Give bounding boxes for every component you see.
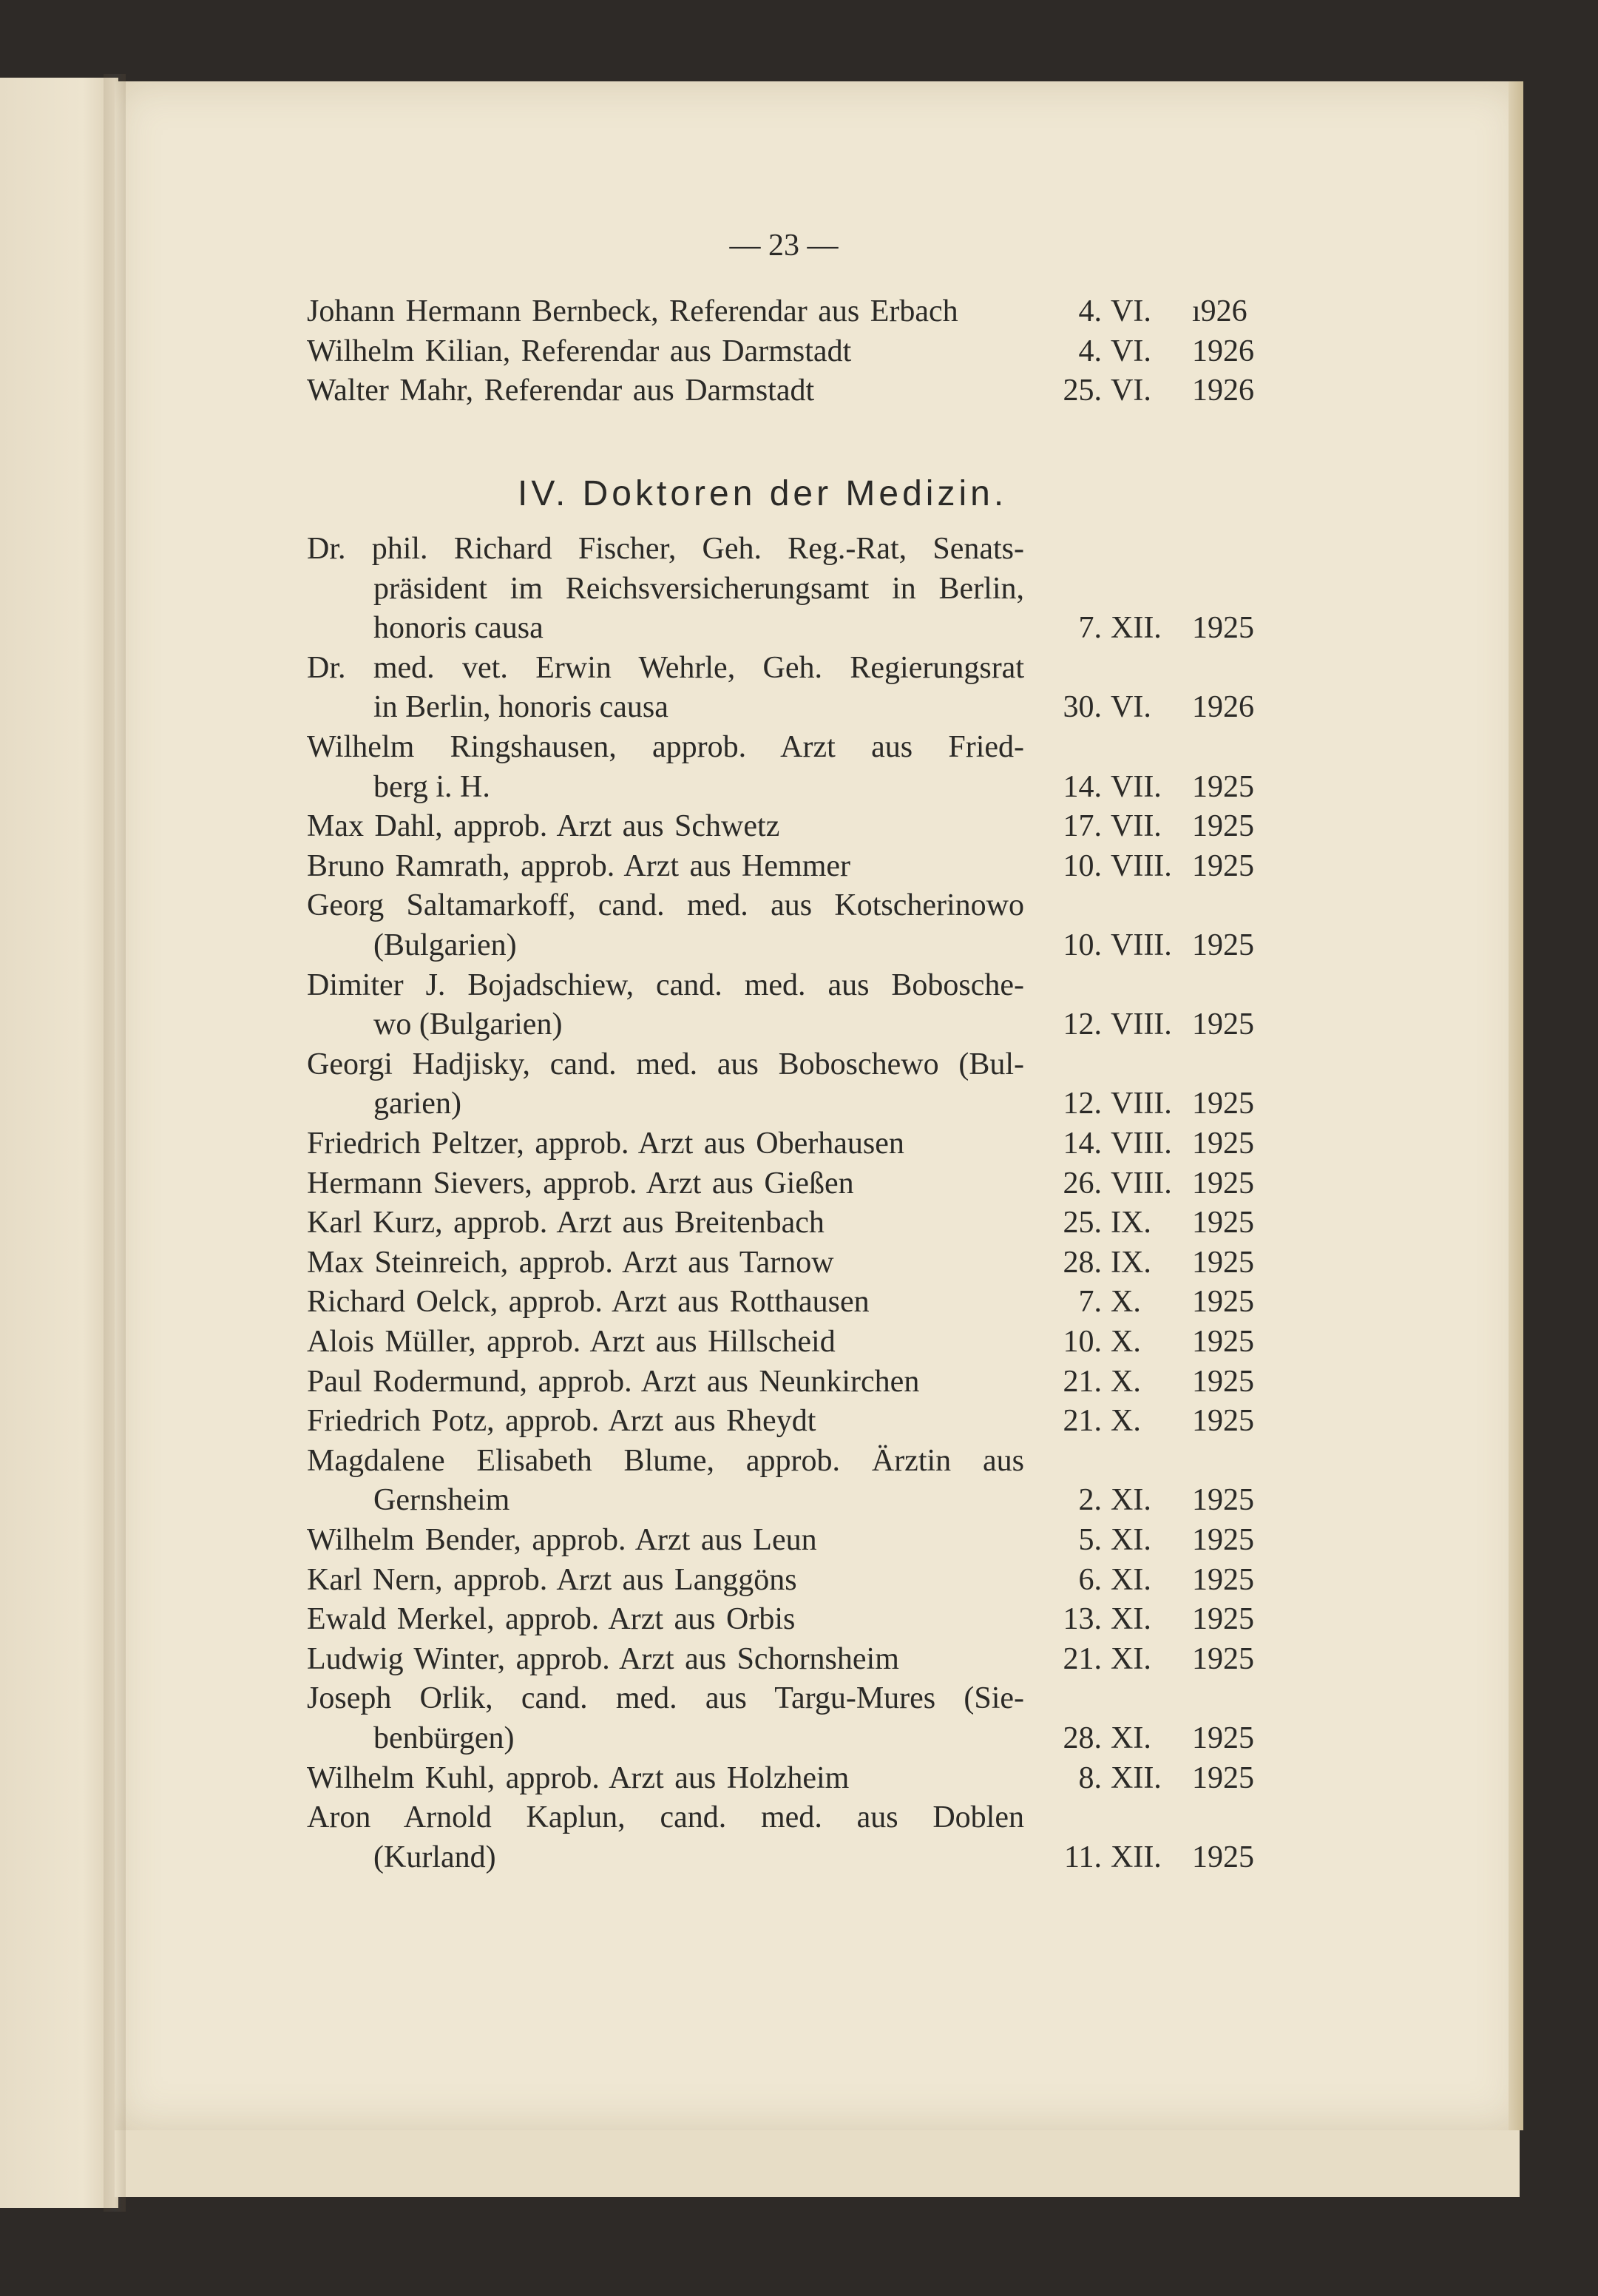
doktor-entry-date-year: 1925 xyxy=(1192,1523,1254,1557)
doktor-entry-date-month: VIII. xyxy=(1111,848,1172,883)
doktor-entry-date-month: XII. xyxy=(1111,1840,1162,1874)
doktor-entry-name: Alois Müller, approb. Arzt aus Hillscheid xyxy=(307,1325,836,1359)
doktor-entry-date-month: X. xyxy=(1111,1364,1141,1399)
doktor-entry-date-year: 1925 xyxy=(1192,769,1254,804)
doktor-entry-date-year: 1925 xyxy=(1192,1483,1254,1518)
doktor-entry-date-day: 11. xyxy=(1064,1840,1102,1874)
doktor-entry-date-year: 1925 xyxy=(1192,1245,1254,1280)
doktor-entry-name: Dimiter J. Bojadschiew, cand. med. aus Bobosche- xyxy=(307,968,1024,1002)
doktor-entry-date-day: 12. xyxy=(1063,1007,1102,1042)
doktor-entry-date-month: VII. xyxy=(1111,809,1162,844)
doktor-entry-date-year: 1925 xyxy=(1192,1562,1254,1597)
doktor-entry-date-year: 1925 xyxy=(1192,1285,1254,1320)
doktor-entry-date-year: 1925 xyxy=(1192,1760,1254,1795)
doktor-entry-date-month: VIII. xyxy=(1111,1166,1172,1201)
doktor-entry-date-month: XII. xyxy=(1111,1760,1162,1795)
doktor-entry-date-day: 2. xyxy=(1078,1483,1102,1518)
doktor-entry-date-month: VIII. xyxy=(1111,1127,1172,1161)
doktor-entry-date-year: 1925 xyxy=(1192,1364,1254,1399)
doktor-entry-date-day: 12. xyxy=(1063,1087,1102,1121)
referendar-entry-date-day: 4. xyxy=(1078,334,1102,368)
doktor-entry-name-continuation: in Berlin, honoris causa xyxy=(373,690,668,725)
doktor-entry-date-month: X. xyxy=(1111,1325,1141,1359)
doktor-entry-date-month: VIII. xyxy=(1111,1087,1172,1121)
referendar-entry-date-month: VI. xyxy=(1111,374,1151,408)
doktor-entry-name: Magdalene Elisabeth Blume, approb. Ärztin aus xyxy=(307,1443,1024,1478)
referendar-entry-name: Johann Hermann Bernbeck, Referendar aus Erbach xyxy=(307,294,958,328)
doktor-entry-name: Hermann Sievers, approb. Arzt aus Gießen xyxy=(307,1166,854,1201)
doktor-entry-date-day: 10. xyxy=(1063,848,1102,883)
doktor-entry-name: Ewald Merkel, approb. Arzt aus Orbis xyxy=(307,1602,796,1637)
doktor-entry-date-year: 1925 xyxy=(1192,1007,1254,1042)
page-number: — 23 — xyxy=(729,229,839,263)
doktor-entry-date-day: 8. xyxy=(1078,1760,1102,1795)
doktor-entry-date-year: 1925 xyxy=(1192,1641,1254,1676)
doktor-entry-date-month: XII. xyxy=(1111,611,1162,646)
doktor-entry-date-year: 1926 xyxy=(1192,690,1254,725)
referendar-entry-date-day: 4. xyxy=(1078,294,1102,328)
doktor-entry-date-month: XI. xyxy=(1111,1721,1151,1755)
underlying-page-edge xyxy=(115,2123,1520,2197)
doktor-entry-date-day: 10. xyxy=(1063,1325,1102,1359)
doktor-entry-date-year: 1925 xyxy=(1192,1404,1254,1439)
book-gutter xyxy=(104,74,126,2212)
doktor-entry-date-month: VIII. xyxy=(1111,1007,1172,1042)
doktor-entry-date-year: 1925 xyxy=(1192,1206,1254,1240)
doktor-entry-name-continuation: wo (Bulgarien) xyxy=(373,1007,563,1042)
doktor-entry-date-day: 21. xyxy=(1063,1404,1102,1439)
doktor-entry-name: Karl Nern, approb. Arzt aus Langgöns xyxy=(307,1562,797,1597)
referendar-entry-date-year: ı926 xyxy=(1192,294,1247,328)
doktor-entry-date-day: 21. xyxy=(1063,1364,1102,1399)
doktor-entry-date-year: 1925 xyxy=(1192,1721,1254,1755)
doktor-entry-name: Dr. med. vet. Erwin Wehrle, Geh. Regierungsrat xyxy=(307,650,1024,685)
doktor-entry-date-day: 25. xyxy=(1063,1206,1102,1240)
referendar-entry-date-month: VI. xyxy=(1111,294,1151,328)
doktor-entry-date-day: 21. xyxy=(1063,1641,1102,1676)
doktor-entry-name: Aron Arnold Kaplun, cand. med. aus Doblen xyxy=(307,1800,1024,1835)
doktor-entry-date-year: 1925 xyxy=(1192,1602,1254,1637)
doktor-entry-date-day: 7. xyxy=(1078,1285,1102,1320)
doktor-entry-date-day: 17. xyxy=(1063,809,1102,844)
doktor-entry-date-day: 7. xyxy=(1078,611,1102,646)
doktor-entry-date-day: 13. xyxy=(1063,1602,1102,1637)
doktor-entry-date-day: 6. xyxy=(1078,1562,1102,1597)
doktor-entry-date-year: 1925 xyxy=(1192,1840,1254,1874)
doktor-entry-name: Wilhelm Bender, approb. Arzt aus Leun xyxy=(307,1523,817,1557)
doktor-entry-date-day: 28. xyxy=(1063,1245,1102,1280)
referendar-entry-date-year: 1926 xyxy=(1192,334,1254,368)
doktor-entry-name-continuation: (Kurland) xyxy=(373,1840,496,1874)
doktor-entry-date-day: 28. xyxy=(1063,1721,1102,1755)
doktor-entry-name: Wilhelm Ringshausen, approb. Arzt aus Fried- xyxy=(307,730,1024,764)
doktor-entry-date-day: 26. xyxy=(1063,1166,1102,1201)
doktor-entry-date-year: 1925 xyxy=(1192,1166,1254,1201)
doktor-entry-date-month: VI. xyxy=(1111,690,1151,725)
referendar-entry-date-day: 25. xyxy=(1063,374,1102,408)
doktor-entry-name: Richard Oelck, approb. Arzt aus Rotthausen xyxy=(307,1285,870,1320)
doktor-entry-name: Georg Saltamarkoff, cand. med. aus Kotscherinowo xyxy=(307,888,1024,923)
doktor-entry-name-continuation: präsident im Reichsversicherungsamt in Berlin, xyxy=(373,571,1024,606)
doktor-entry-name-continuation: honoris causa xyxy=(373,611,544,646)
doktor-entry-name-continuation: garien) xyxy=(373,1087,461,1121)
doktor-entry-date-day: 14. xyxy=(1063,1127,1102,1161)
doktor-entry-date-day: 30. xyxy=(1063,690,1102,725)
doktor-entry-name: Joseph Orlik, cand. med. aus Targu-Mures (Sie- xyxy=(307,1681,1024,1716)
doktor-entry-date-year: 1925 xyxy=(1192,848,1254,883)
doktor-entry-date-month: X. xyxy=(1111,1404,1141,1439)
referendar-entry-name: Walter Mahr, Referendar aus Darmstadt xyxy=(307,374,815,408)
doktor-entry-date-month: XI. xyxy=(1111,1641,1151,1676)
doktor-entry-date-year: 1925 xyxy=(1192,1087,1254,1121)
doktor-entry-date-year: 1925 xyxy=(1192,928,1254,962)
referendar-entry-name: Wilhelm Kilian, Referendar aus Darmstadt xyxy=(307,334,852,368)
doktor-entry-name-continuation: berg i. H. xyxy=(373,769,490,804)
doktor-entry-name: Ludwig Winter, approb. Arzt aus Schornsheim xyxy=(307,1641,899,1676)
left-page-edge xyxy=(0,78,118,2208)
doktor-entry-name: Max Steinreich, approb. Arzt aus Tarnow xyxy=(307,1245,834,1280)
doktor-entry-name: Max Dahl, approb. Arzt aus Schwetz xyxy=(307,809,780,844)
doktor-entry-date-month: XI. xyxy=(1111,1562,1151,1597)
doktor-entry-name: Dr. phil. Richard Fischer, Geh. Reg.-Rat, Senats- xyxy=(307,532,1024,566)
doktor-entry-name: Karl Kurz, approb. Arzt aus Breitenbach xyxy=(307,1206,825,1240)
doktor-entry-name: Georgi Hadjisky, cand. med. aus Boboschewo (Bul- xyxy=(307,1047,1024,1081)
doktor-entry-date-year: 1925 xyxy=(1192,1325,1254,1359)
right-page-edge xyxy=(1509,81,1523,2130)
doktor-entry-name: Wilhelm Kuhl, approb. Arzt aus Holzheim xyxy=(307,1760,850,1795)
doktor-entry-date-day: 10. xyxy=(1063,928,1102,962)
doktor-entry-date-month: X. xyxy=(1111,1285,1141,1320)
doktor-entry-date-month: XI. xyxy=(1111,1523,1151,1557)
doktor-entry-date-day: 5. xyxy=(1078,1523,1102,1557)
doktor-entry-date-month: VIII. xyxy=(1111,928,1172,962)
doktor-entry-name-continuation: (Bulgarien) xyxy=(373,928,517,962)
referendar-entry-date-year: 1926 xyxy=(1192,374,1254,408)
doktor-entry-date-month: XI. xyxy=(1111,1483,1151,1518)
doktor-entry-date-year: 1925 xyxy=(1192,1127,1254,1161)
doktor-entry-date-month: IX. xyxy=(1111,1245,1151,1280)
doktor-entry-date-month: IX. xyxy=(1111,1206,1151,1240)
doktor-entry-date-year: 1925 xyxy=(1192,809,1254,844)
doktor-entry-name-continuation: Gernsheim xyxy=(373,1483,510,1518)
doktor-entry-name: Bruno Ramrath, approb. Arzt aus Hemmer xyxy=(307,848,850,883)
doktor-entry-name: Paul Rodermund, approb. Arzt aus Neunkirchen xyxy=(307,1364,920,1399)
doktor-entry-date-month: XI. xyxy=(1111,1602,1151,1637)
doktor-entry-date-month: VII. xyxy=(1111,769,1162,804)
referendar-entry-date-month: VI. xyxy=(1111,334,1151,368)
section-heading: IV. Doktoren der Medizin. xyxy=(518,474,1008,513)
doktor-entry-name: Friedrich Peltzer, approb. Arzt aus Oberhausen xyxy=(307,1127,904,1161)
doktor-entry-date-year: 1925 xyxy=(1192,611,1254,646)
doktor-entry-name: Friedrich Potz, approb. Arzt aus Rheydt xyxy=(307,1404,816,1439)
doktor-entry-date-day: 14. xyxy=(1063,769,1102,804)
doktor-entry-name-continuation: benbürgen) xyxy=(373,1721,515,1755)
